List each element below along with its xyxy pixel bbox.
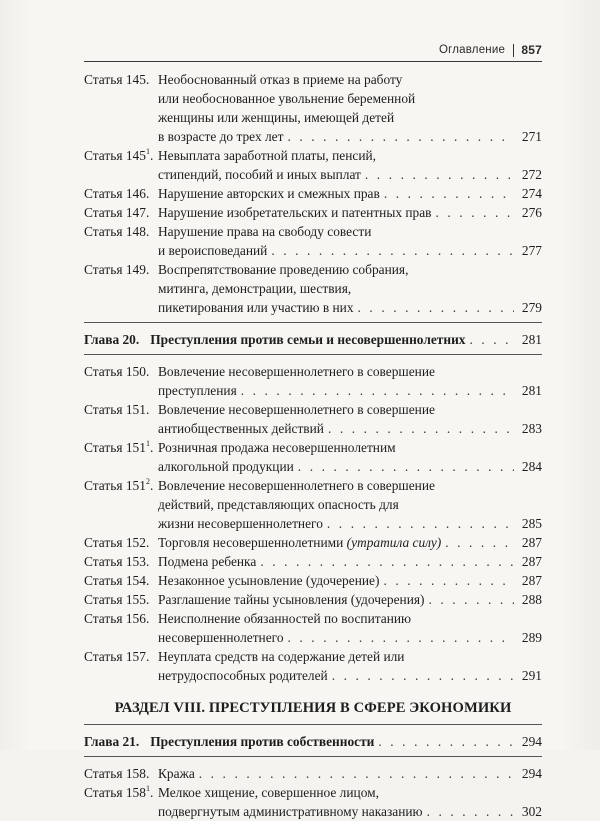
toc-entry[interactable] (84, 609, 542, 647)
entry-title-text: Разглашение тайны усыновления (удочерения) (158, 592, 425, 607)
article-number: 158 (125, 785, 146, 800)
page-ref: 294 (521, 734, 542, 749)
leader-dots (327, 514, 514, 533)
article-number: 156. (125, 611, 150, 626)
table-of-contents (84, 70, 542, 821)
article-superscript: 1 (145, 784, 150, 793)
article-word: Статья (84, 535, 123, 550)
toc-entry[interactable] (84, 184, 542, 203)
toc-entry[interactable] (84, 552, 542, 571)
toc-chapter-20[interactable] (84, 330, 542, 349)
page-ref: 271 (521, 129, 542, 144)
article-label (84, 764, 158, 783)
article-word: Статья (84, 573, 123, 588)
toc-entry[interactable] (84, 400, 542, 438)
leader-dots (445, 533, 514, 552)
page-ref: 294 (521, 766, 542, 781)
leader-dots (260, 552, 514, 571)
article-word: Статья (84, 262, 123, 277)
article-number: 158. (125, 766, 150, 781)
entry-title-line (158, 298, 354, 317)
page-ref: 291 (521, 668, 542, 683)
chapter-label: Глава 21. (84, 734, 140, 749)
article-word: Статья (84, 72, 123, 87)
article-superscript: 1 (145, 439, 150, 448)
entry-title-line: митинга, демонстрации, шествия, (158, 281, 352, 296)
leader-dots (287, 127, 514, 146)
page-ref: 285 (521, 516, 542, 531)
toc-entry[interactable] (84, 476, 542, 533)
article-label (84, 203, 158, 222)
article-label: Статья $151^2$. (84, 477, 154, 493)
page-ref: 289 (521, 630, 542, 645)
article-label (84, 533, 158, 552)
article-word: Статья (84, 478, 123, 493)
article-number: 151 (125, 478, 146, 493)
running-head-separator (513, 44, 514, 57)
entry-title-line (158, 533, 441, 552)
article-word: Статья (84, 554, 123, 569)
leader-dots (288, 628, 514, 647)
entry-title-line: Нарушение права на свободу совести (158, 224, 372, 239)
chapter-title: Преступления против собственности (150, 734, 375, 749)
entry-title-text: пикетирования или участию в них (158, 300, 354, 315)
article-number: 150. (125, 364, 150, 379)
leader-dots (378, 732, 514, 751)
entry-title-text: Кража (158, 766, 195, 781)
entry-title-line (158, 184, 380, 203)
entry-title-line (158, 764, 195, 783)
article-word: Статья (84, 148, 123, 163)
running-head (439, 43, 542, 57)
entry-title-line (158, 203, 432, 222)
entry-title-line: Вовлечение несовершеннолетнего в совершение (158, 364, 435, 379)
toc-entry[interactable] (84, 146, 542, 184)
page-ref: 279 (521, 300, 542, 315)
article-label (84, 362, 158, 400)
entry-title-line: женщины или женщины, имеющей детей (158, 110, 395, 125)
entry-title-line (158, 419, 324, 438)
entry-title-text: Нарушение изобретательских и патентных прав (158, 205, 432, 220)
leader-dots (428, 590, 514, 609)
entry-title-line: действий, представляющих опасность для (158, 497, 399, 512)
article-number: 145 (125, 148, 146, 163)
entry-title-text: антиобщественных действий (158, 421, 324, 436)
entry-title-line (158, 590, 424, 609)
toc-group-chapter-21 (84, 764, 542, 821)
article-label: Статья $145^1$. (84, 147, 154, 163)
leader-dots (298, 457, 514, 476)
leader-dots (365, 165, 514, 184)
leader-dots (469, 330, 514, 349)
leader-dots (332, 666, 514, 685)
article-word: Статья (84, 205, 123, 220)
leader-dots (241, 381, 514, 400)
entry-title-line (158, 514, 323, 533)
page-ref: 287 (521, 573, 542, 588)
article-word: Статья (84, 611, 123, 626)
entry-title-text: Торговля несовершеннолетними (158, 535, 344, 550)
leader-dots (383, 571, 514, 590)
leader-dots (427, 802, 514, 821)
entry-title-line: Мелкое хищение, совершенное лицом, (158, 785, 379, 800)
article-word: Статья (84, 402, 123, 417)
entry-title-line (158, 571, 379, 590)
article-word: Статья (84, 440, 123, 455)
article-superscript: 2 (145, 477, 150, 486)
page-ref: 281 (521, 383, 542, 398)
entry-title-text: в возрасте до трех лет (158, 129, 284, 144)
article-superscript: 1 (145, 147, 150, 156)
leader-dots (328, 419, 514, 438)
entry-note: (утратила силу) (346, 535, 442, 550)
entry-title-line: Невыплата заработной платы, пенсий, (158, 148, 377, 163)
chapter-rule (84, 756, 542, 757)
toc-entry[interactable] (84, 533, 542, 552)
article-word: Статья (84, 224, 123, 239)
article-word: Статья (84, 364, 123, 379)
article-number: 149. (125, 262, 150, 277)
article-word: Статья (84, 186, 123, 201)
article-label: Статья $151^1$. (84, 439, 154, 455)
page-ref: 287 (521, 554, 542, 569)
entry-title-text: Нарушение авторских и смежных прав (158, 186, 380, 201)
page-ref: 288 (521, 592, 542, 607)
toc-entry[interactable] (84, 222, 542, 260)
header-rule (84, 61, 542, 62)
article-number: 146. (125, 186, 150, 201)
entry-title-line (158, 552, 256, 571)
entry-title-line: Вовлечение несовершеннолетнего в совершение (158, 402, 435, 417)
leader-dots (436, 203, 514, 222)
toc-entry[interactable] (84, 70, 542, 146)
toc-entry[interactable] (84, 260, 542, 317)
toc-entry[interactable] (84, 647, 542, 685)
article-label (84, 70, 158, 146)
article-number: 154. (125, 573, 150, 588)
entry-title-line (158, 666, 328, 685)
page-ref: 302 (521, 804, 542, 819)
entry-title-text: нетрудоспособных родителей (158, 668, 328, 683)
article-number: 147. (125, 205, 150, 220)
entry-title-text: преступления (158, 383, 237, 398)
toc-entry[interactable] (84, 438, 542, 476)
chapter-title: Преступления против семьи и несовершеннолетних (150, 332, 466, 347)
page-ref: 277 (521, 243, 542, 258)
page-ref: 276 (521, 205, 542, 220)
article-label (84, 647, 158, 685)
entry-title-line: Необоснованный отказ в приеме на работу (158, 72, 403, 87)
article-label (84, 260, 158, 317)
article-number: 151. (125, 402, 150, 417)
page-number: 857 (521, 43, 542, 57)
entry-title-text: Подмена ребенка (158, 554, 257, 569)
entry-title-text: стипендий, пособий и иных выплат (158, 167, 361, 182)
article-number: 155. (125, 592, 150, 607)
article-label (84, 552, 158, 571)
entry-title-line (158, 457, 294, 476)
toc-group-chapter-20 (84, 362, 542, 685)
entry-title-line: Воспрепятствование проведению собрания, (158, 262, 409, 277)
page-ref: 284 (521, 459, 542, 474)
page-ref: 287 (521, 535, 542, 550)
entry-title-text: жизни несовершеннолетнего (158, 516, 323, 531)
entry-title-line (158, 628, 284, 647)
leader-dots (358, 298, 514, 317)
entry-title-text: и вероисповеданий (158, 243, 268, 258)
entry-title-line (158, 241, 267, 260)
article-label (84, 222, 158, 260)
toc-entry[interactable] (84, 571, 542, 590)
chapter-label: Глава 20. (84, 332, 140, 347)
article-word: Статья (84, 766, 123, 781)
article-word: Статья (84, 592, 123, 607)
entry-title-line: Неуплата средств на содержание детей или (158, 649, 405, 664)
toc-entry[interactable] (84, 764, 542, 783)
article-label: Статья $158^1$. (84, 784, 154, 800)
entry-title-line: Вовлечение несовершеннолетнего в совершение (158, 478, 435, 493)
toc-entry[interactable] (84, 783, 542, 821)
entry-title-line: или необоснованное увольнение беременной (158, 91, 416, 106)
article-word: Статья (84, 649, 123, 664)
leader-dots (384, 184, 514, 203)
article-number: 148. (125, 224, 150, 239)
toc-entry[interactable] (84, 590, 542, 609)
toc-entry[interactable] (84, 362, 542, 400)
entry-title-line (158, 127, 283, 146)
article-number: 152. (125, 535, 150, 550)
leader-dots (199, 764, 514, 783)
article-number: 157. (125, 649, 150, 664)
chapter-rule (84, 724, 542, 725)
chapter-rule (84, 354, 542, 355)
toc-chapter-21[interactable] (84, 732, 542, 751)
page-ref: 281 (521, 332, 542, 347)
entry-title-line (158, 381, 237, 400)
entry-title-line (158, 165, 361, 184)
running-head-title: Оглавление (438, 44, 506, 56)
toc-group-chapter-19 (84, 70, 542, 317)
article-label (84, 609, 158, 647)
entry-title-line (158, 802, 423, 821)
entry-title-text: подвергнутым административному наказанию (158, 804, 423, 819)
leader-dots (271, 241, 514, 260)
entry-title-line: Неисполнение обязанностей по воспитанию (158, 611, 412, 626)
page-ref: 283 (521, 421, 542, 436)
article-number: 145. (125, 72, 150, 87)
entry-title-text: несовершеннолетнего (158, 630, 284, 645)
entry-title-text: алкогольной продукции (158, 459, 294, 474)
entry-title-text: Незаконное усыновление (удочерение) (158, 573, 380, 588)
toc-entry[interactable] (84, 203, 542, 222)
article-label (84, 184, 158, 203)
page-ref: 274 (521, 186, 542, 201)
article-label (84, 571, 158, 590)
entry-title-line: Розничная продажа несовершеннолетним (158, 440, 396, 455)
article-number: 151 (125, 440, 146, 455)
article-number: 153. (125, 554, 150, 569)
article-label (84, 590, 158, 609)
section-title: РАЗДЕЛ VIII. ПРЕСТУПЛЕНИЯ В СФЕРЕ ЭКОНОМИКИ (114, 700, 512, 716)
page-ref: 272 (521, 167, 542, 182)
chapter-rule (84, 322, 542, 323)
article-word: Статья (84, 785, 123, 800)
article-label (84, 400, 158, 438)
